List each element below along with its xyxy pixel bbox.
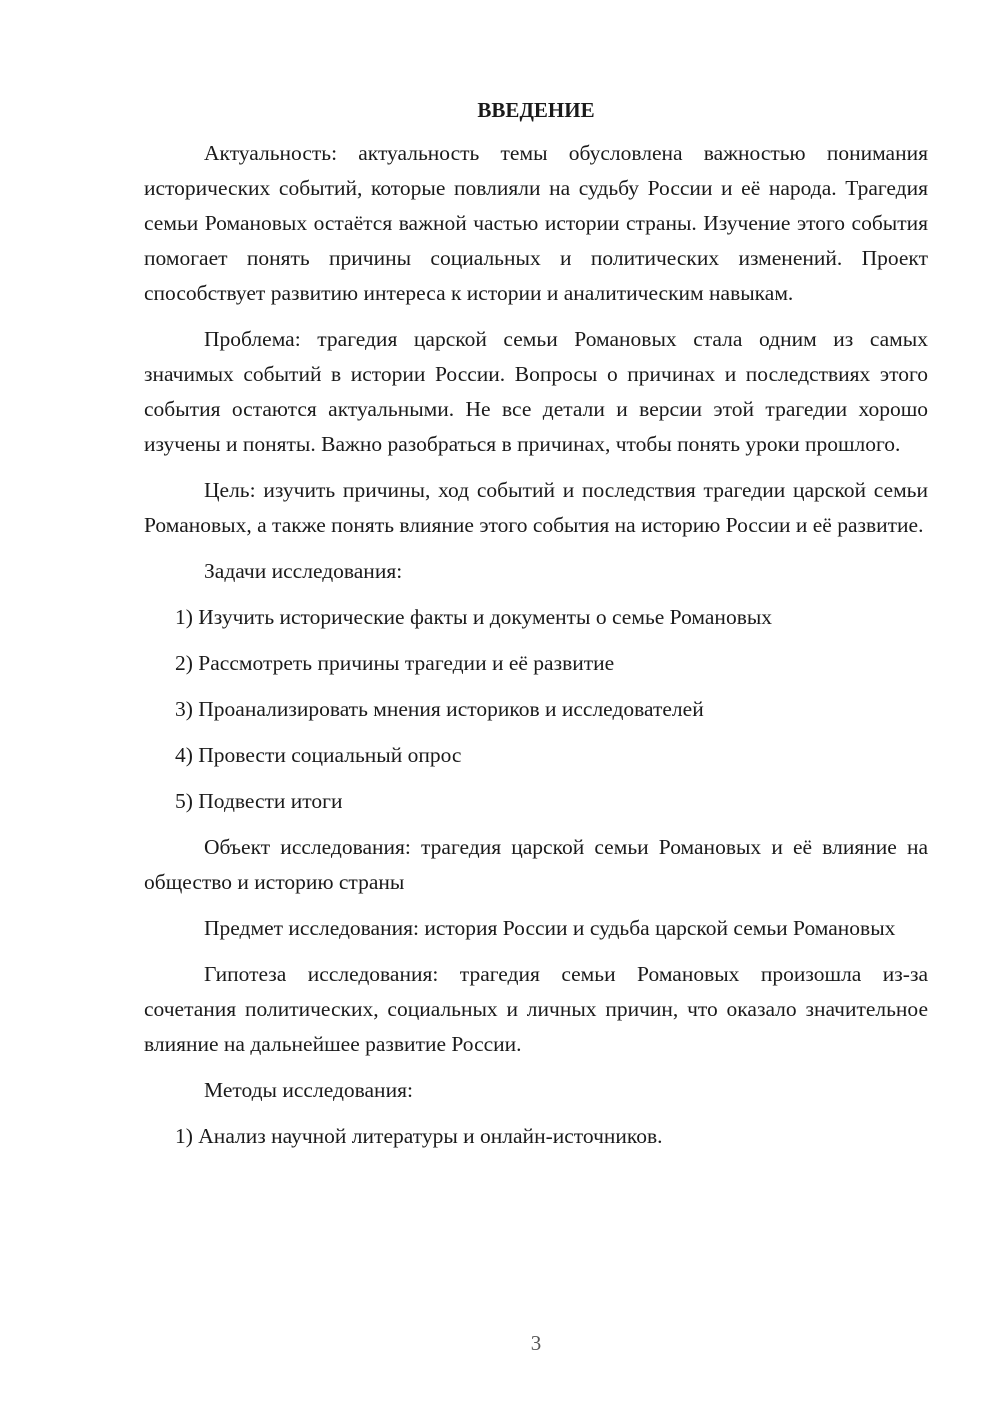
problem-paragraph: Проблема: трагедия царской семьи Романовых стала одним из самых значимых событий в истории России. Вопросы о причинах и последствиях этого события остаются актуальными. Не все детали и версии этой трагедии хорошо изучены и поняты. Важно разобраться в причинах, чтобы понять уроки прошлого. (144, 327, 928, 456)
tasks-heading: Задачи исследования: (204, 559, 403, 583)
page-number: 3 (530, 1331, 542, 1355)
section-title: ВВЕДЕНИЕ (477, 98, 595, 122)
task-item: 2) Рассмотреть причины трагедии и её развитие (175, 651, 615, 675)
task-item: 1) Изучить исторические факты и документы о семье Романовых (175, 605, 773, 629)
page-content (144, 94, 928, 1165)
goal-paragraph: Цель: изучить причины, ход событий и последствия трагедии царской семьи Романовых, а также понять влияние этого события на историю России и её развитие. (144, 478, 928, 537)
method-item: 1) Анализ научной литературы и онлайн-источников. (175, 1124, 663, 1148)
relevance-paragraph: Актуальность: актуальность темы обусловлена важностью понимания исторических событий, которые повлияли на судьбу России и её народа. Трагедия семьи Романовых остаётся важной частью истории страны. Изучение этого события помогает понять причины социальных и политических изменений. Проект способствует развитию интереса к истории и аналитическим навыкам. (144, 141, 928, 305)
hypothesis-paragraph: Гипотеза исследования: трагедия семьи Романовых произошла из-за сочетания политических, социальных и личных причин, что оказало значительное влияние на дальнейшее развитие России. (144, 962, 928, 1056)
task-item: 3) Проанализировать мнения историков и исследователей (175, 697, 704, 721)
methods-heading: Методы исследования: (204, 1078, 413, 1102)
subject-paragraph: Предмет исследования: история России и судьба царской семьи Романовых (204, 916, 896, 940)
task-item: 4) Провести социальный опрос (175, 743, 462, 767)
object-paragraph: Объект исследования: трагедия царской семьи Романовых и её влияние на общество и историю страны (144, 835, 928, 894)
task-item: 5) Подвести итоги (175, 789, 343, 813)
